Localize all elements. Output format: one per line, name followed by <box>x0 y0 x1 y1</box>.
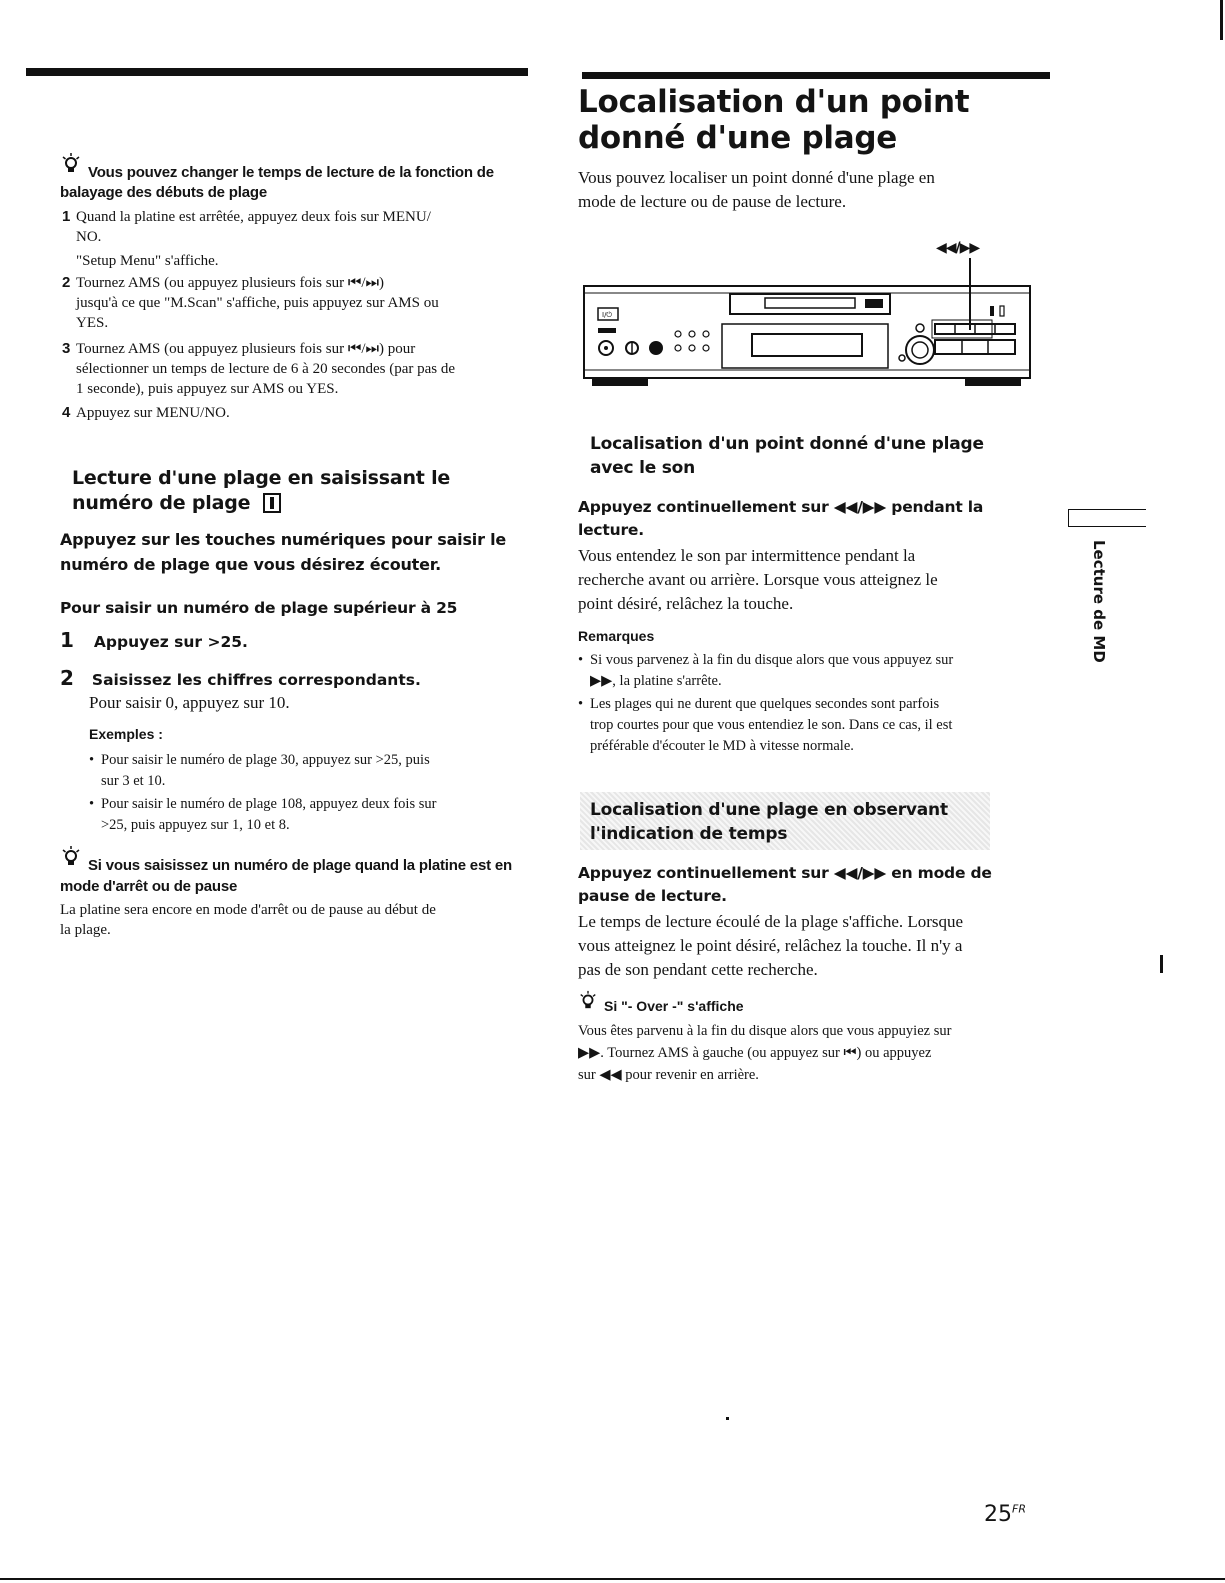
example-item-2: • Pour saisir le numéro de plage 108, appuyez deux fois sur >25, puis appuyez sur 1, 10 et 8. <box>89 796 437 833</box>
section2-body-line2: vous atteignez le point désiré, relâchez la touche. Il n'y a <box>578 936 963 955</box>
section-intro-line2: numéro de plage que vous désirez écouter. <box>60 555 442 574</box>
note-item-1: • Si vous parvenez à la fin du disque alors que vous appuyez sur ▶▶, la platine s'arrête. <box>578 652 954 689</box>
section-subheading: Pour saisir un numéro de plage supérieur à 25 <box>60 599 458 617</box>
page-title-line1: Localisation d'un point <box>578 84 970 120</box>
section-title-line1: Lecture d'une plage en saisissant le <box>72 467 451 489</box>
md-deck-illustration <box>580 256 1040 392</box>
section2-instruction-line2: pause de lecture. <box>578 887 727 905</box>
section2-body-line3: pas de son pendant cette recherche. <box>578 960 818 979</box>
section2-tip-body-line3: sur ◀◀ pour revenir en arrière. <box>578 1067 759 1083</box>
examples-heading: Exemples : <box>89 726 163 742</box>
side-tab-box <box>1068 509 1146 527</box>
right-edge-mark <box>1220 0 1223 40</box>
svg-text:I/⏻: I/⏻ <box>602 311 612 319</box>
top-rule-left <box>26 68 528 76</box>
section1-body-line3: point désiré, relâchez la touche. <box>578 594 794 613</box>
section2-tip-body-line2: ▶▶. Tournez AMS à gauche (ou appuyez sur ⏮) ou appuyez <box>578 1045 932 1061</box>
section2-title-line2: l'indication de temps <box>590 824 788 844</box>
tip1-heading-line2: balayage des débuts de plage <box>60 184 267 201</box>
tip1-step-1: 1 Quand la platine est arrêtée, appuyez deux fois sur MENU/ NO. "Setup Menu" s'affiche. <box>62 208 431 269</box>
bottom-rule <box>0 1578 1225 1580</box>
section1-title-line1: Localisation d'un point donné d'une plage <box>590 434 984 454</box>
lightbulb-tip-icon <box>60 152 82 174</box>
tip2-heading-line1: Si vous saisissez un numéro de plage quand la platine est en <box>88 857 512 874</box>
section2-title-line1: Localisation d'une plage en observant <box>590 800 948 820</box>
page-intro-line2: mode de lecture ou de pause de lecture. <box>578 192 847 211</box>
section2-tip-heading: Si "- Over -" s'affiche <box>604 998 744 1014</box>
section2-body-line1: Le temps de lecture écoulé de la plage s'affiche. Lorsque <box>578 912 964 931</box>
tip2-body-line1: La platine sera encore en mode d'arrêt ou de pause au début de <box>60 902 436 918</box>
notes-heading: Remarques <box>578 628 655 644</box>
top-rule-right <box>582 72 1050 79</box>
tip1-step-2: 2 Tournez AMS (ou appuyez plusieurs fois sur ⏮/⏭) jusqu'à ce que "M.Scan" s'affiche, puis appuyez sur AMS ou YES. <box>62 274 439 331</box>
tip1-step-3: 3 Tournez AMS (ou appuyez plusieurs fois sur ⏮/⏭) pour sélectionner un temps de lecture de 6 à 20 secondes (par pas de 1 seconde), puis appuyez sur AMS ou YES. <box>62 340 456 397</box>
margin-mark <box>1160 955 1163 973</box>
side-tab-label: Lecture de MD <box>1090 540 1108 663</box>
tip2-body-line2: la plage. <box>60 922 111 938</box>
section1-instruction-line1: Appuyez continuellement sur ◀◀/▶▶ pendant la <box>578 498 984 516</box>
lightbulb-tip-icon <box>60 845 82 867</box>
page-number: $25^{FR}$ <box>984 1502 1026 1527</box>
section2-instruction-line1: Appuyez continuellement sur ◀◀/▶▶ en mode de <box>578 864 992 882</box>
page-intro-line1: Vous pouvez localiser un point donné d'une plage en <box>578 168 935 187</box>
section2-tip-body-line1: Vous êtes parvenu à la fin du disque alors que vous appuyiez sur <box>578 1023 952 1039</box>
lightbulb-tip-icon <box>578 990 598 1010</box>
section-intro-line1: Appuyez sur les touches numériques pour saisir le <box>60 530 507 549</box>
section-step-2: 2 Saisissez les chiffres correspondants. <box>60 666 421 690</box>
section-step-2-body: Pour saisir 0, appuyez sur 10. <box>89 693 290 712</box>
section1-body-line1: Vous entendez le son par intermittence pendant la <box>578 546 916 565</box>
dot-mark <box>726 1417 729 1420</box>
figure-label-rew-ff: ◀◀/▶▶ <box>936 240 980 256</box>
section1-title-line2: avec le son <box>590 458 696 478</box>
page-title-line2: donné d'une plage <box>578 120 897 156</box>
example-item-1: • Pour saisir le numéro de plage 30, appuyez sur >25, puis sur 3 et 10. <box>89 752 430 789</box>
remote-control-icon <box>263 493 281 513</box>
tip1-heading-line1: Vous pouvez changer le temps de lecture de la fonction de <box>88 164 494 181</box>
section1-body-line2: recherche avant ou arrière. Lorsque vous atteignez le <box>578 570 938 589</box>
section-title-line2: numéro de plage <box>72 490 281 516</box>
note-item-2: • Les plages qui ne durent que quelques secondes sont parfois trop courtes pour que vous entendiez le son. Dans ce cas, il est préférable d'écouter le MD à vitesse normale. <box>578 696 953 754</box>
section1-instruction-line2: lecture. <box>578 521 644 539</box>
tip2-heading-line2: mode d'arrêt ou de pause <box>60 878 238 895</box>
section-step-1: 1 Appuyez sur >25. <box>60 628 248 652</box>
tip1-step-4: 4 Appuyez sur MENU/NO. <box>62 404 230 421</box>
